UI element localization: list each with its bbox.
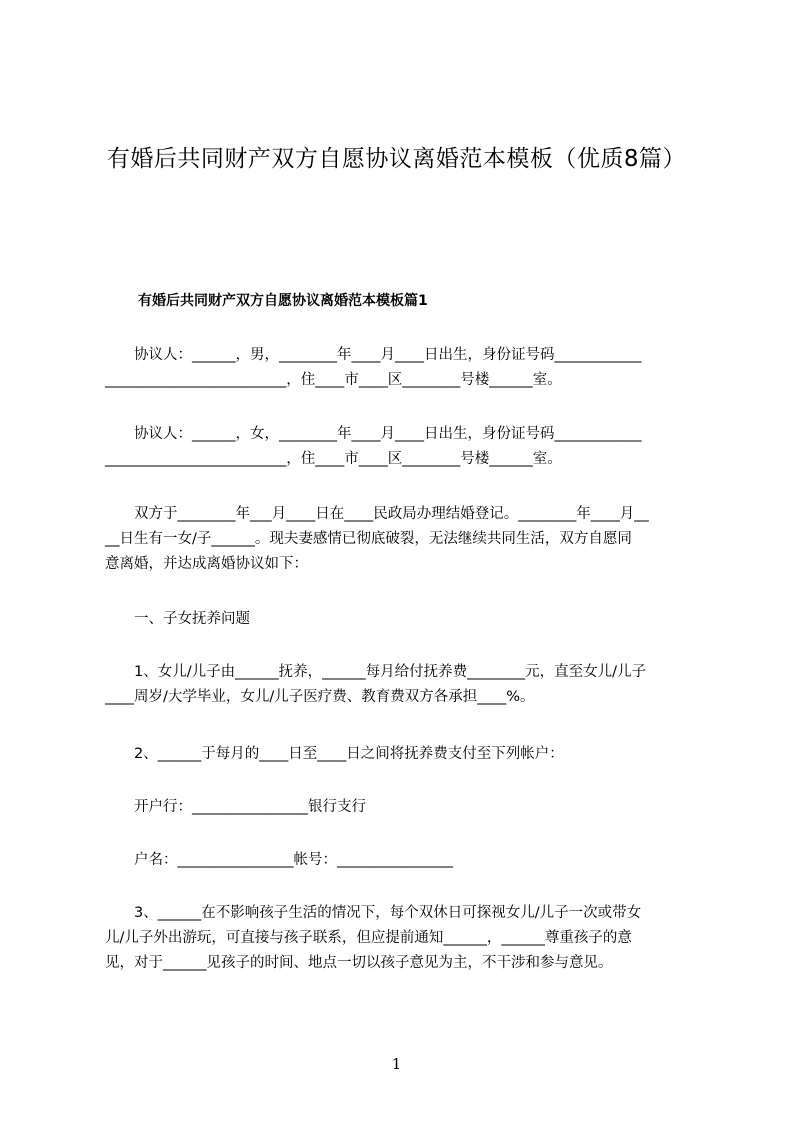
paragraph-bank [105, 795, 710, 820]
paragraph-account [105, 848, 710, 873]
paragraph-item-3 [105, 901, 710, 976]
paragraph-line: 开户行：________________银行支行 [105, 799, 366, 815]
paragraph-line: 一、子女抚养问题 [105, 611, 250, 627]
paragraph-line: 儿/儿子外出游玩，可直接与孩子联系，但应提前通知______，______尊重孩子的意 [105, 930, 632, 946]
paragraph-line: 协议人：______，女，________年____月____日出生，身份证号码____________ [105, 426, 642, 442]
paragraph-marriage-info [105, 502, 710, 577]
paragraph-line: _________________________，住____市____区________号楼______室。 [105, 372, 562, 388]
paragraph-line: 1、女儿/儿子由______抚养，______每月给付抚养费________元，直至女儿/儿子 [105, 664, 646, 680]
paragraph-party-male [105, 343, 710, 393]
paragraph-line: 双方于________年___月____日在____民政局办理结婚登记。________年____月__ [105, 506, 649, 522]
paragraph-item-1 [105, 660, 710, 710]
paragraph-line: _________________________，住____市____区________号楼______室。 [105, 451, 562, 467]
paragraph-line: 户名：________________帐号：________________ [105, 852, 453, 868]
section-title: 有婚后共同财产双方自愿协议离婚范本模板篇1 [138, 293, 428, 309]
heading-child-custody [105, 607, 710, 632]
paragraph-line: 3、______在不影响孩子生活的情况下，每个双休日可探视女儿/儿子一次或带女 [105, 905, 642, 921]
paragraph-line: ____周岁/大学毕业，女儿/儿子医疗费、教育费双方各承担____%。 [105, 689, 535, 705]
document-title: 有婚后共同财产双方自愿协议离婚范本模板（优质8篇） [106, 146, 687, 172]
page-number: 1 [391, 1055, 402, 1073]
paragraph-line: __日生有一女/子______。现夫妻感情已彻底破裂，无法继续共同生活，双方自愿同 [105, 531, 632, 547]
paragraph-party-female [105, 422, 710, 472]
paragraph-line: 协议人：______，男，________年____月____日出生，身份证号码____________ [105, 347, 642, 363]
paragraph-line: 2、______于每月的____日至____日之间将抚养费支付至下列帐户： [105, 746, 564, 762]
paragraph-line: 意离婚，并达成离婚协议如下： [105, 556, 308, 572]
paragraph-item-2 [105, 742, 710, 767]
paragraph-line: 见，对于______见孩子的时间、地点一切以孩子意见为主，不干涉和参与意见。 [105, 955, 613, 971]
